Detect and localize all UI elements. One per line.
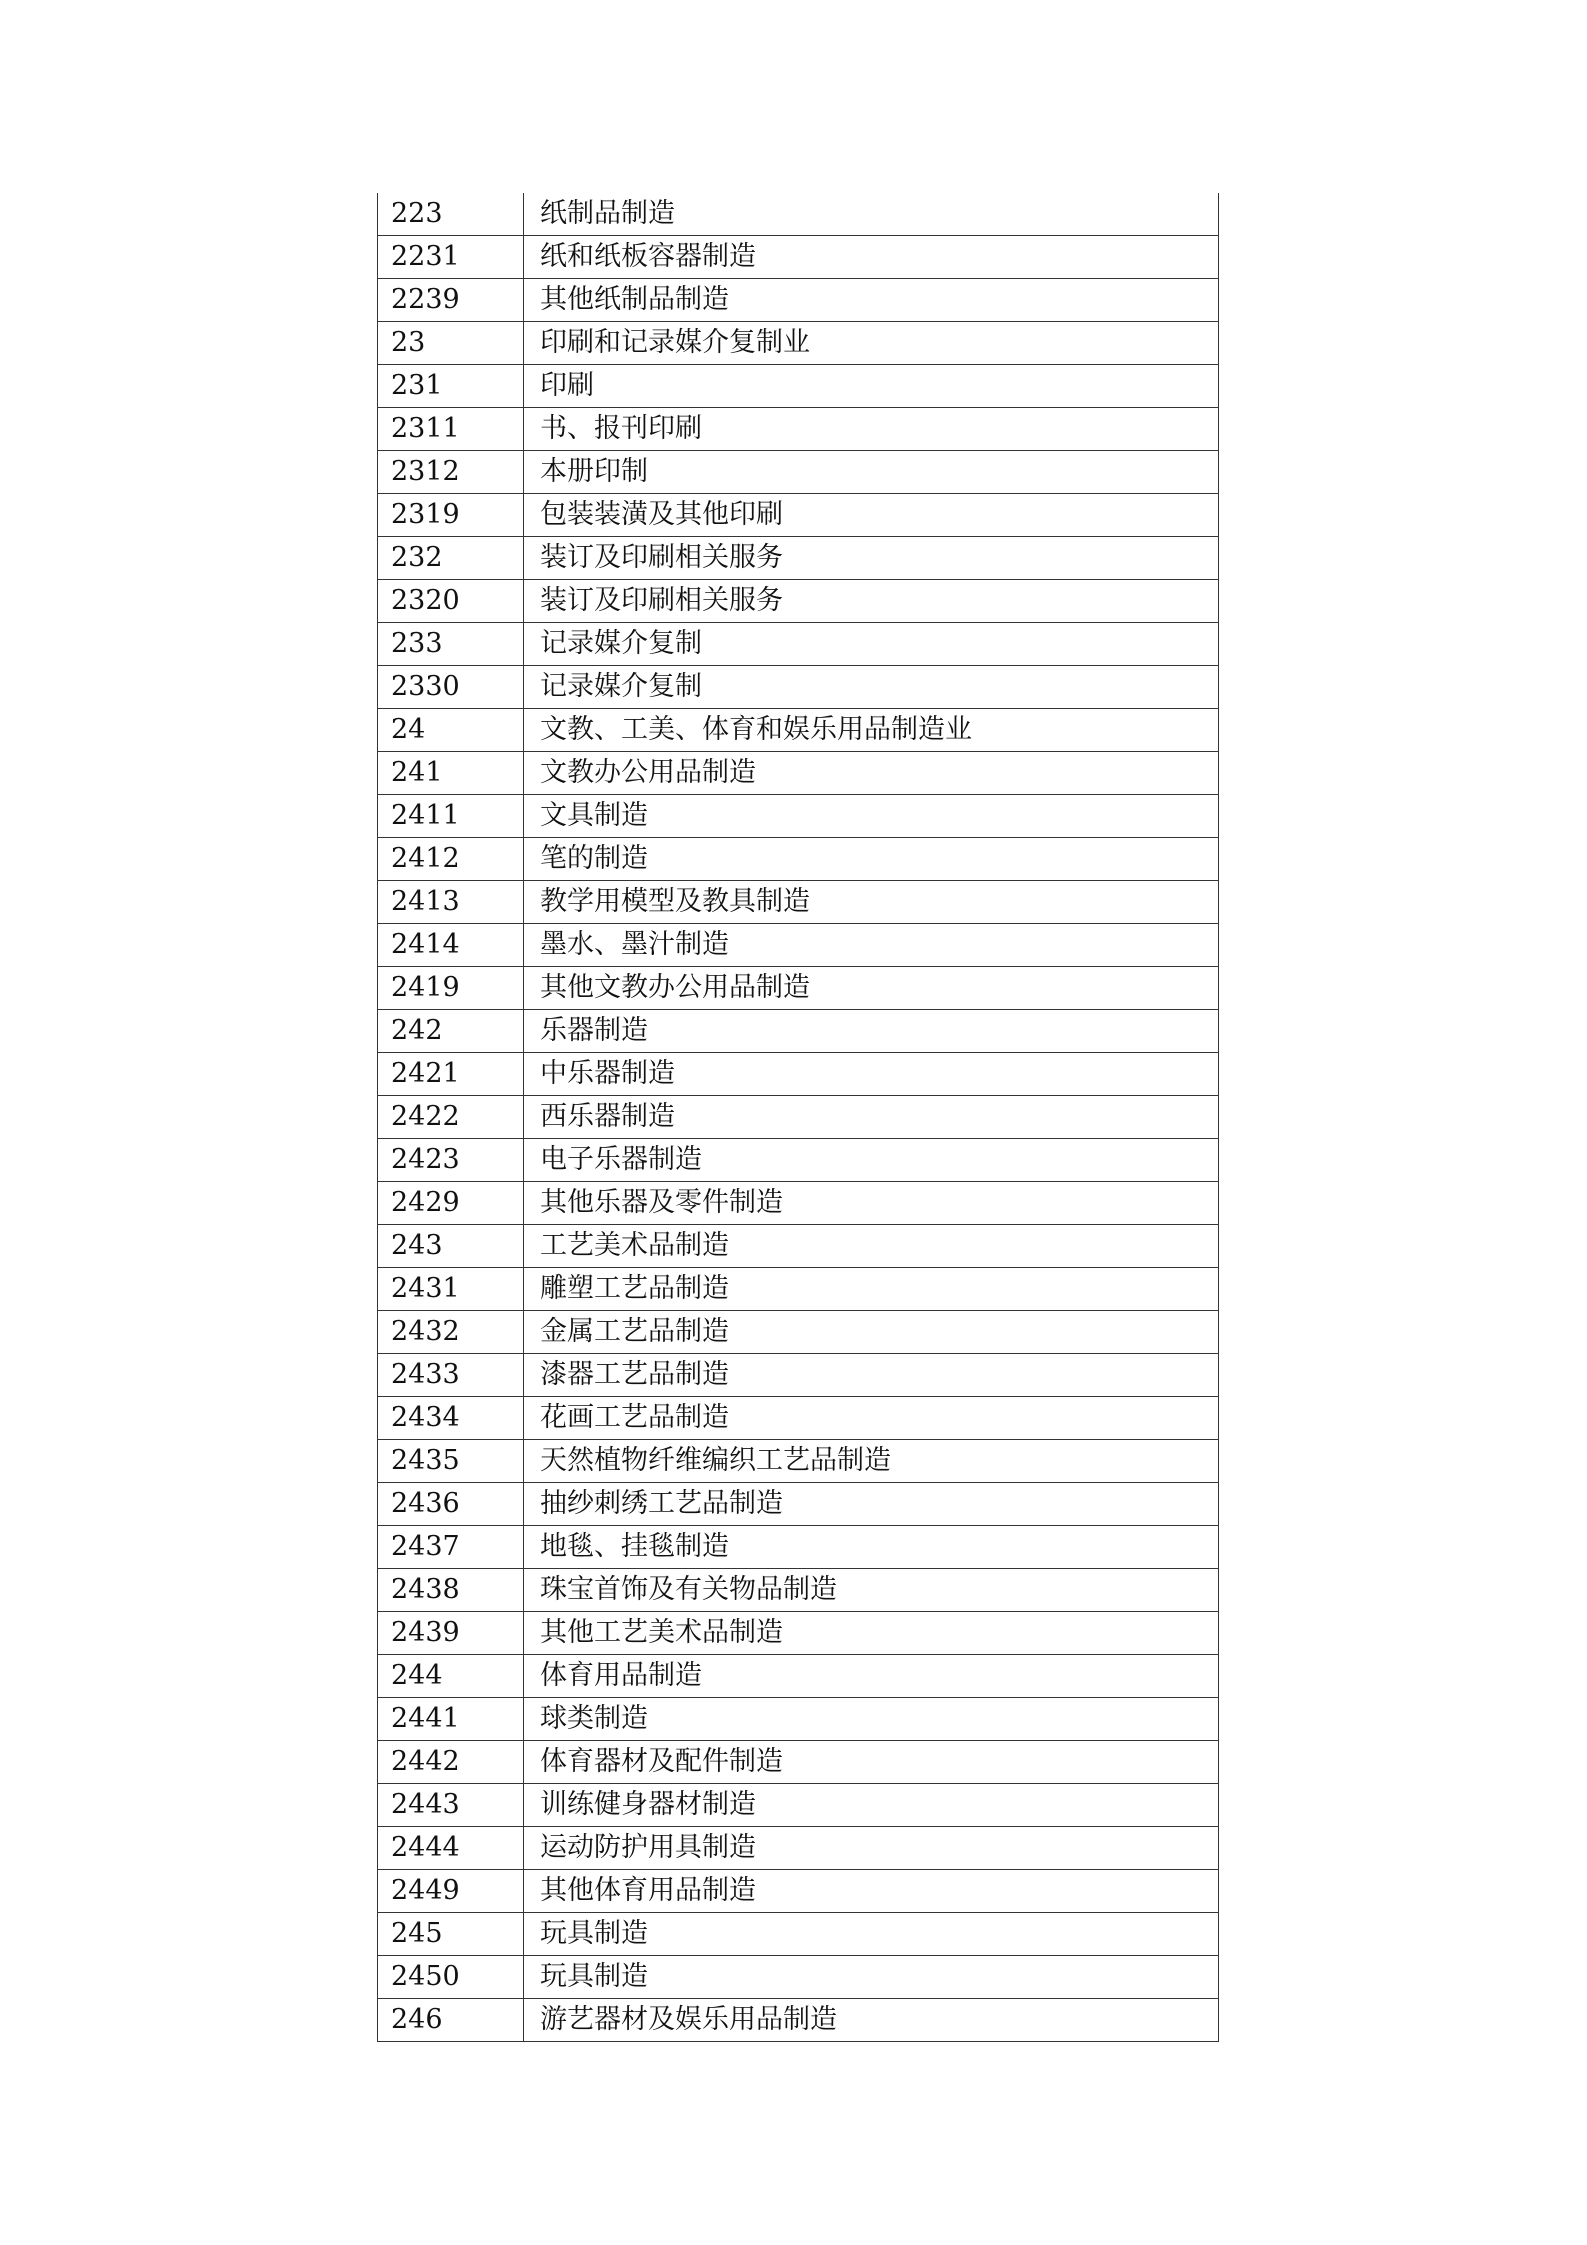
- industry-name-cell: 其他乐器及零件制造: [524, 1182, 1219, 1225]
- industry-code-cell: 246: [378, 1999, 524, 2042]
- industry-name-cell: 书、报刊印刷: [524, 408, 1219, 451]
- industry-code-cell: 2449: [378, 1870, 524, 1913]
- table-row: [378, 1483, 1219, 1526]
- industry-name-cell: 其他体育用品制造: [524, 1870, 1219, 1913]
- table-row: [378, 1311, 1219, 1354]
- industry-name-cell: 记录媒介复制: [524, 666, 1219, 709]
- industry-name-cell: 工艺美术品制造: [524, 1225, 1219, 1268]
- industry-name-cell: 文教办公用品制造: [524, 752, 1219, 795]
- table-row: [378, 1182, 1219, 1225]
- industry-name-cell: 文具制造: [524, 795, 1219, 838]
- industry-code-cell: 24: [378, 709, 524, 752]
- table-row: [378, 1268, 1219, 1311]
- industry-name-cell: 中乐器制造: [524, 1053, 1219, 1096]
- industry-code-cell: 2414: [378, 924, 524, 967]
- table-row: [378, 279, 1219, 322]
- industry-code-cell: 2435: [378, 1440, 524, 1483]
- table-row: [378, 580, 1219, 623]
- industry-name-cell: 漆器工艺品制造: [524, 1354, 1219, 1397]
- table-row: [378, 1397, 1219, 1440]
- table-row: [378, 1655, 1219, 1698]
- industry-name-cell: 其他文教办公用品制造: [524, 967, 1219, 1010]
- industry-code-cell: 243: [378, 1225, 524, 1268]
- table-row: [378, 1139, 1219, 1182]
- industry-name-cell: 乐器制造: [524, 1010, 1219, 1053]
- industry-code-cell: 2432: [378, 1311, 524, 1354]
- industry-name-cell: 花画工艺品制造: [524, 1397, 1219, 1440]
- industry-name-cell: 体育器材及配件制造: [524, 1741, 1219, 1784]
- industry-name-cell: 装订及印刷相关服务: [524, 537, 1219, 580]
- industry-code-cell: 2436: [378, 1483, 524, 1526]
- table-row: [378, 924, 1219, 967]
- industry-name-cell: 包装装潢及其他印刷: [524, 494, 1219, 537]
- industry-name-cell: 训练健身器材制造: [524, 1784, 1219, 1827]
- industry-code-cell: 2239: [378, 279, 524, 322]
- industry-name-cell: 玩具制造: [524, 1913, 1219, 1956]
- industry-code-cell: 2419: [378, 967, 524, 1010]
- industry-code-cell: 2439: [378, 1612, 524, 1655]
- table-row: [378, 666, 1219, 709]
- table-row: [378, 709, 1219, 752]
- industry-name-cell: 笔的制造: [524, 838, 1219, 881]
- table-row: [378, 1225, 1219, 1268]
- industry-code-cell: 2319: [378, 494, 524, 537]
- table-row: [378, 494, 1219, 537]
- table-row: [378, 1010, 1219, 1053]
- industry-name-cell: 纸和纸板容器制造: [524, 236, 1219, 279]
- industry-name-cell: 金属工艺品制造: [524, 1311, 1219, 1354]
- industry-code-cell: 23: [378, 322, 524, 365]
- industry-name-cell: 印刷: [524, 365, 1219, 408]
- industry-code-cell: 2421: [378, 1053, 524, 1096]
- table-row: [378, 193, 1219, 236]
- industry-code-table-body: [378, 193, 1219, 2042]
- industry-name-cell: 本册印制: [524, 451, 1219, 494]
- industry-code-cell: 2231: [378, 236, 524, 279]
- industry-name-cell: 墨水、墨汁制造: [524, 924, 1219, 967]
- industry-code-cell: 241: [378, 752, 524, 795]
- industry-code-cell: 233: [378, 623, 524, 666]
- industry-name-cell: 球类制造: [524, 1698, 1219, 1741]
- industry-name-cell: 地毯、挂毯制造: [524, 1526, 1219, 1569]
- table-row: [378, 1870, 1219, 1913]
- industry-name-cell: 珠宝首饰及有关物品制造: [524, 1569, 1219, 1612]
- industry-code-cell: 231: [378, 365, 524, 408]
- industry-name-cell: 雕塑工艺品制造: [524, 1268, 1219, 1311]
- table-row: [378, 752, 1219, 795]
- table-row: [378, 1354, 1219, 1397]
- table-row: [378, 236, 1219, 279]
- industry-code-cell: 2444: [378, 1827, 524, 1870]
- table-row: [378, 1698, 1219, 1741]
- table-row: [378, 365, 1219, 408]
- industry-code-cell: 2330: [378, 666, 524, 709]
- industry-code-cell: 2438: [378, 1569, 524, 1612]
- industry-name-cell: 教学用模型及教具制造: [524, 881, 1219, 924]
- industry-name-cell: 记录媒介复制: [524, 623, 1219, 666]
- industry-code-cell: 244: [378, 1655, 524, 1698]
- industry-code-cell: 2320: [378, 580, 524, 623]
- industry-name-cell: 西乐器制造: [524, 1096, 1219, 1139]
- industry-code-cell: 2311: [378, 408, 524, 451]
- table-row: [378, 795, 1219, 838]
- industry-name-cell: 印刷和记录媒介复制业: [524, 322, 1219, 365]
- table-row: [378, 408, 1219, 451]
- industry-code-cell: 2423: [378, 1139, 524, 1182]
- table-row: [378, 881, 1219, 924]
- industry-name-cell: 纸制品制造: [524, 193, 1219, 236]
- industry-name-cell: 天然植物纤维编织工艺品制造: [524, 1440, 1219, 1483]
- industry-code-cell: 2431: [378, 1268, 524, 1311]
- table-row: [378, 1526, 1219, 1569]
- industry-name-cell: 其他纸制品制造: [524, 279, 1219, 322]
- industry-code-cell: 2442: [378, 1741, 524, 1784]
- industry-code-cell: 245: [378, 1913, 524, 1956]
- industry-code-cell: 2429: [378, 1182, 524, 1225]
- industry-code-cell: 242: [378, 1010, 524, 1053]
- table-row: [378, 1741, 1219, 1784]
- table-row: [378, 1096, 1219, 1139]
- industry-name-cell: 电子乐器制造: [524, 1139, 1219, 1182]
- industry-code-cell: 2422: [378, 1096, 524, 1139]
- table-row: [378, 1569, 1219, 1612]
- industry-code-cell: 2434: [378, 1397, 524, 1440]
- industry-name-cell: 文教、工美、体育和娱乐用品制造业: [524, 709, 1219, 752]
- industry-code-cell: 2433: [378, 1354, 524, 1397]
- industry-code-cell: 232: [378, 537, 524, 580]
- industry-name-cell: 体育用品制造: [524, 1655, 1219, 1698]
- table-row: [378, 1612, 1219, 1655]
- industry-code-cell: 2443: [378, 1784, 524, 1827]
- industry-code-cell: 2412: [378, 838, 524, 881]
- industry-code-cell: 223: [378, 193, 524, 236]
- industry-name-cell: 玩具制造: [524, 1956, 1219, 1999]
- industry-name-cell: 其他工艺美术品制造: [524, 1612, 1219, 1655]
- table-row: [378, 1956, 1219, 1999]
- industry-code-cell: 2450: [378, 1956, 524, 1999]
- table-row: [378, 623, 1219, 666]
- industry-name-cell: 游艺器材及娱乐用品制造: [524, 1999, 1219, 2042]
- table-row: [378, 451, 1219, 494]
- table-row: [378, 1440, 1219, 1483]
- table-row: [378, 1827, 1219, 1870]
- table-row: [378, 1784, 1219, 1827]
- industry-code-cell: 2441: [378, 1698, 524, 1741]
- industry-code-cell: 2413: [378, 881, 524, 924]
- industry-name-cell: 抽纱刺绣工艺品制造: [524, 1483, 1219, 1526]
- table-row: [378, 1913, 1219, 1956]
- industry-code-cell: 2312: [378, 451, 524, 494]
- table-row: [378, 1999, 1219, 2042]
- table-row: [378, 838, 1219, 881]
- industry-name-cell: 运动防护用具制造: [524, 1827, 1219, 1870]
- industry-code-table: [377, 193, 1219, 2042]
- table-row: [378, 967, 1219, 1010]
- table-row: [378, 322, 1219, 365]
- industry-name-cell: 装订及印刷相关服务: [524, 580, 1219, 623]
- table-row: [378, 537, 1219, 580]
- industry-code-cell: 2437: [378, 1526, 524, 1569]
- industry-code-cell: 2411: [378, 795, 524, 838]
- table-row: [378, 1053, 1219, 1096]
